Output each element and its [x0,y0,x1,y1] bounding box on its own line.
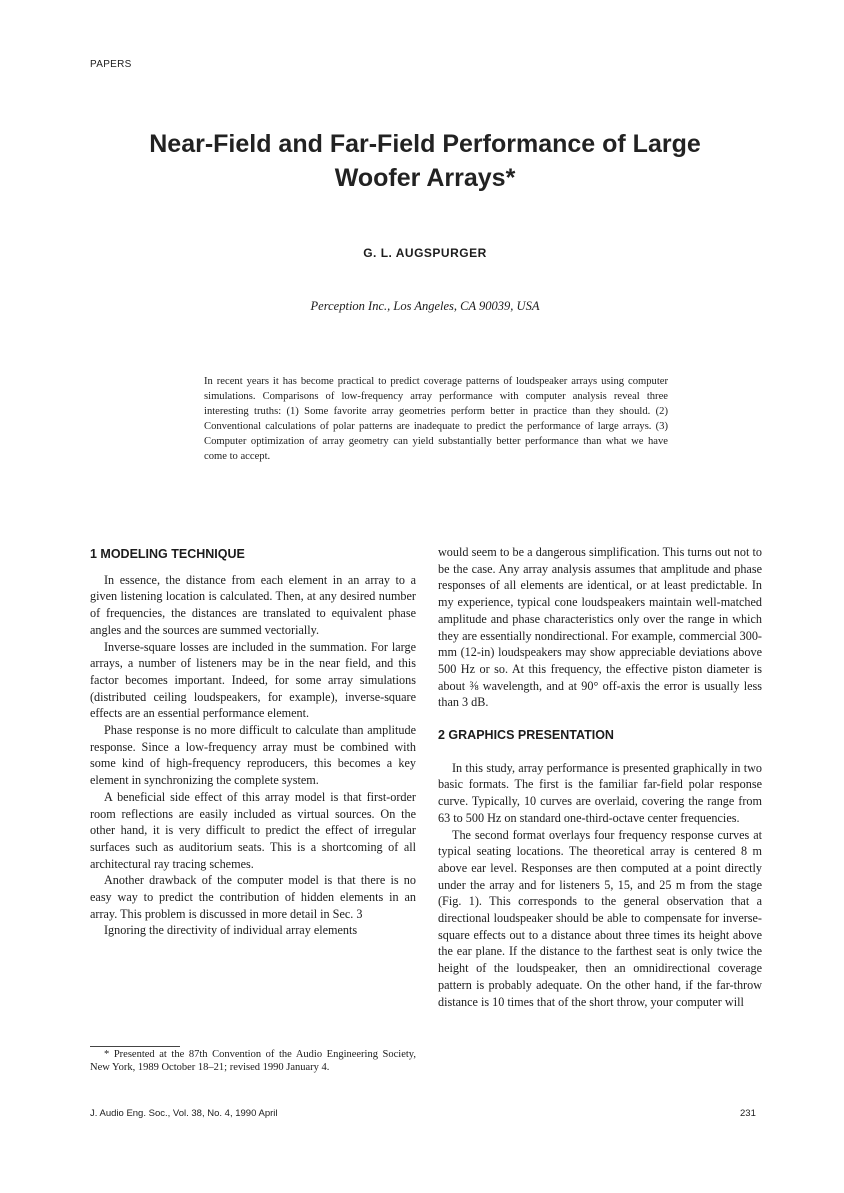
section-1-paragraph: Phase response is no more difficult to calculate than amplitude response. Since a low-frequency array must be combined with some kind of high-frequency reproducers, this becomes a key element in synchronizing the complete system. [90,723,416,788]
section-2-heading: 2 GRAPHICS PRESENTATION [438,728,614,743]
paper-title [100,127,750,195]
section-2-paragraph: The second format overlays four frequency response curves at typical seating locations. The theoretical array is centered 8 m above ear level. Responses are then computed at a point directly under the array and for listeners 5, 15, and 25 m from the stage (Fig. 1). This corresponds to the general observation that a directional loudspeaker should be able to compensate for inverse-square effects out to a distance about three times its height above the ear plane. If the distance to the farthest seat is only twice the height of the loudspeaker, then an omnidirectional coverage pattern is probably adequate. On the other hand, if the far-throw distance is 10 times that of the short throw, your computer will [438,827,762,1009]
right-column [438,544,762,1010]
section-1-paragraph: In essence, the distance from each element in an array to a given listening location is calculated. Then, at any desired number of frequencies, the distances are translated to equivalent phase angles and the sources are summed vectorially. [90,572,416,637]
section-1-heading: 1 MODELING TECHNIQUE [90,547,245,561]
page-number: 231 [740,1108,756,1119]
title-line-2: Woofer Arrays* [334,164,516,192]
title-line-1: Near-Field and Far-Field Performance of Large [149,130,701,158]
section-1-paragraph: A beneficial side effect of this array model is that first-order room reflections are easily included as virtual sources. On the other hand, it is very difficult to predict the effect of irregular surfaces such as auditorium seats. This is a shortcoming of all architectural ray tracing schemes. [90,789,416,871]
section-2-paragraph: In this study, array performance is presented graphically in two basic formats. The first is the familiar far-field polar response curve. Typically, 10 curves are overlaid, covering the range from 63 to 500 Hz on standard one-third-octave center frequencies. [438,760,762,825]
footer-journal-citation: J. Audio Eng. Soc., Vol. 38, No. 4, 1990 April [90,1108,278,1119]
section-1-paragraph: Ignoring the directivity of individual array elements [104,923,358,938]
left-column [90,544,416,939]
section-1-continuation: would seem to be a dangerous simplification. This turns out not to be the case. Any array analysis assumes that amplitude and phase responses of all elements are identical, or at least predictable. In my experience, typical cone loudspeakers maintain well-matched amplitude and phase characteristics only over the range in which they are essentially nondirectional. For example, commercial 300-mm (12-in) loudspeakers may show appreciable deviations above 500 Hz or so. At this frequency, the effective piston diameter is about ⅜ wavelength, and at 90° off-axis the error is usually less than 3 dB. [438,545,762,710]
section-1-paragraph: Inverse-square losses are included in the summation. For large arrays, a number of listeners may be in the near field, and this factor becomes important. Indeed, for some array simulations (distributed ceiling loudspeakers, for example), inverse-square effects are an essential performance element. [90,639,416,721]
footnote-rule [90,1046,180,1047]
author-affiliation: Perception Inc., Los Angeles, CA 90039, USA [310,299,540,313]
section-1-paragraph: Another drawback of the computer model is that there is no easy way to predict the contribution of hidden elements in an array. This problem is discussed in more detail in Sec. 3 [90,873,416,921]
abstract: In recent years it has become practical to predict coverage patterns of loudspeaker arrays using computer simulations. Comparisons of low-frequency array performance with computer analysis reveal three interesting truths: (1) Some favorite array geometries perform better in practice than they should. (2) Conventional calculations of polar patterns are inadequate to predict the performance of large arrays. (3) Computer optimization of array geometry can yield substantially better performance than what we have come to accept. [204,376,668,463]
running-head: PAPERS [90,59,132,70]
footnote: * Presented at the 87th Convention of the Audio Engineering Society, New York, 1989 October 18–21; revised 1990 January 4. [90,1049,416,1073]
author-name: G. L. AUGSPURGER [363,246,487,260]
